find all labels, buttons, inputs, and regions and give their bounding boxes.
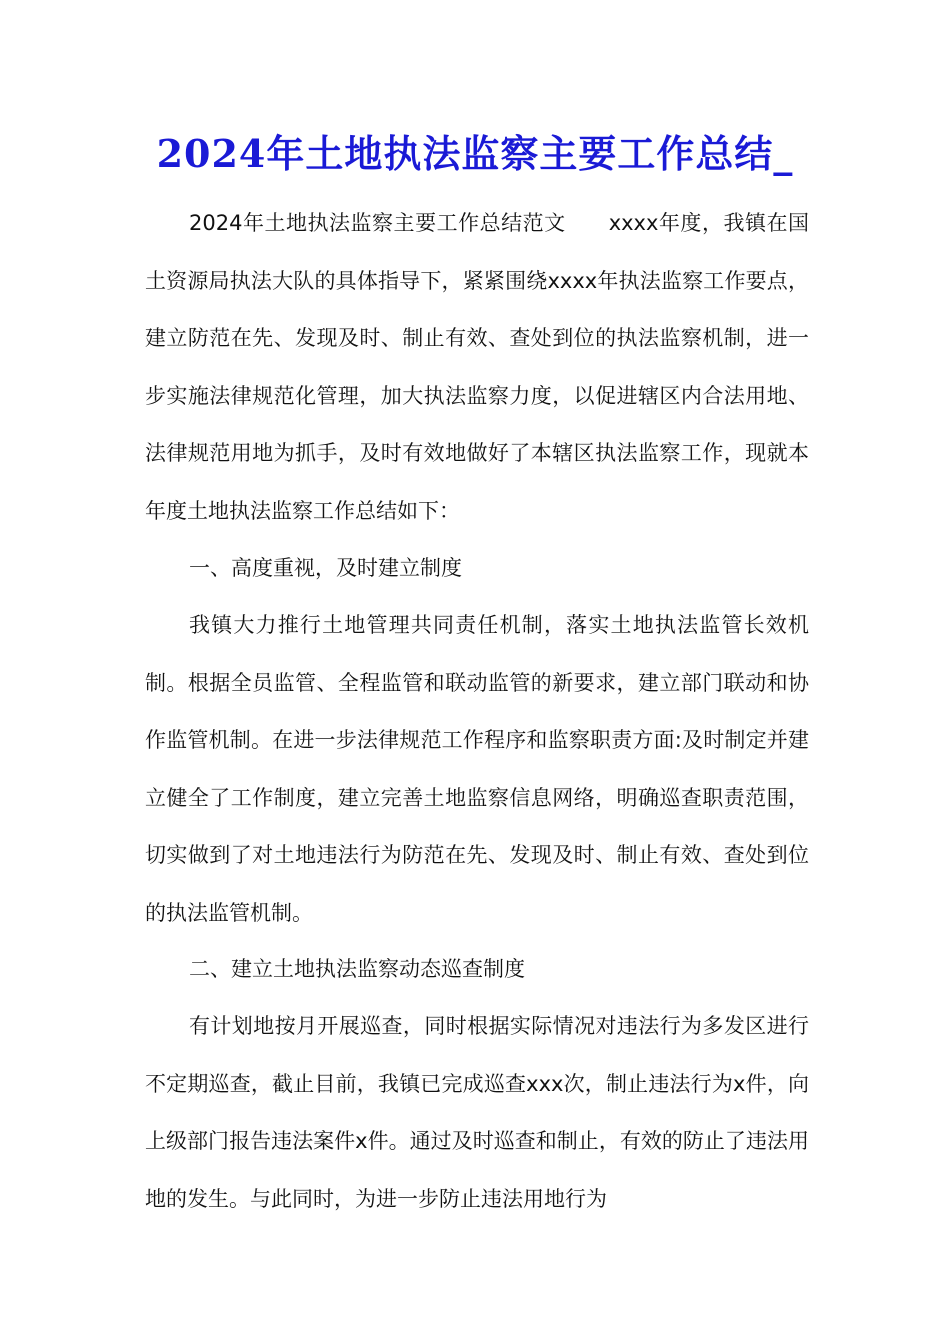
paragraph-section-1: 我镇大力推行土地管理共同责任机制，落实土地执法监管长效机制。根据全员监管、全程监管和联动监管的新要求，建立部门联动和协作监管机制。在进一步法律规范工作程序和监察职责方面:及时制定并建立健全了工作制度，建立完善土地监察信息网络，明确巡查职责范围，切实做到了对土地违法行为防范在先、发现及时、制止有效、查处到位的执法监管机制。 [145, 613, 809, 925]
paragraph-section-2: 有计划地按月开展巡查，同时根据实际情况对违法行为多发区进行不定期巡查，截止目前，我镇已完成巡查xxx次，制止违法行为x件，向上级部门报告违法案件x件。通过及时巡查和制止，有效的防止了违法用地的发生。与此同时，为进一步防止违法用地行为 [145, 1014, 809, 1211]
section-heading-2: 二、建立土地执法监察动态巡查制度 [189, 957, 525, 981]
document-title: 2024年土地执法监察主要工作总结_ [156, 131, 794, 176]
section-heading-1: 一、高度重视，及时建立制度 [189, 556, 462, 580]
paragraph-intro: 2024年土地执法监察主要工作总结范文 xxxx年度，我镇在国土资源局执法大队的具体指导下，紧紧围绕xxxx年执法监察工作要点，建立防范在先、发现及时、制止有效、查处到位的执法监察机制，进一步实施法律规范化管理，加大执法监察力度，以促进辖区内合法用地、法律规范用地为抓手，及时有效地做好了本辖区执法监察工作，现就本年度土地执法监察工作总结如下： [145, 211, 809, 523]
